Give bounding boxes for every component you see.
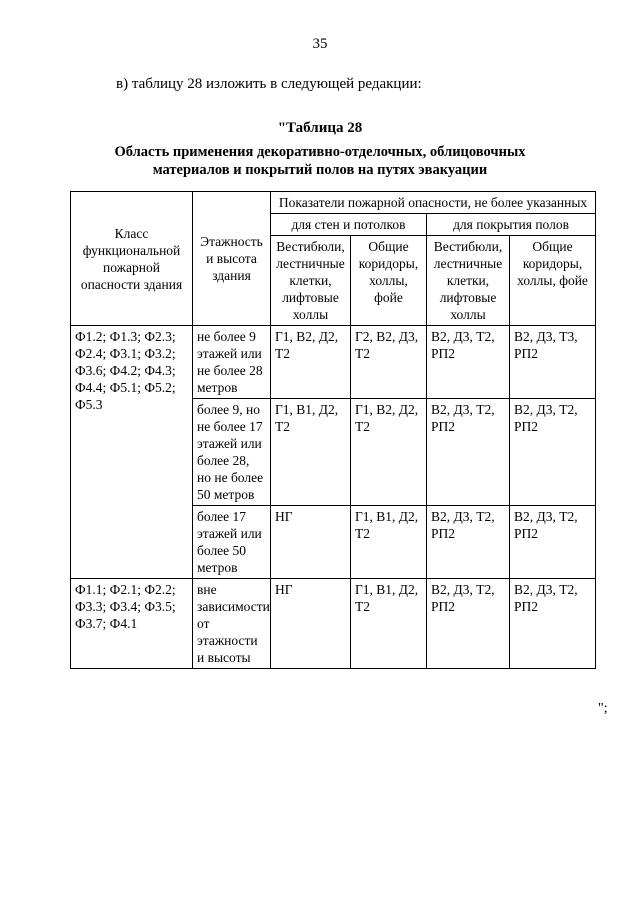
height-cell: вне зависимости от этажности и высоты [193,579,271,669]
value-cell: В2, Д3, Т2, РП2 [427,579,510,669]
header-corridors: Общие коридоры, холлы, фойе [351,236,427,326]
header-class: Класс функциональной пожарной опасности здания [71,192,193,326]
header-walls: для стен и потолков [271,214,427,236]
value-cell: Г1, В1, Д2, Т2 [351,579,427,669]
table-row [71,326,596,399]
height-cell: более 17 этажей или более 50 метров [193,506,271,579]
value-cell: В2, Д3, Т2, РП2 [427,326,510,399]
class-cell: Ф1.2; Ф1.3; Ф2.3; Ф2.4; Ф3.1; Ф3.2; Ф3.6; Ф4.2; Ф4.3; Ф4.4; Ф5.1; Ф5.2; Ф5.3 [71,326,193,579]
page-number: 35 [312,36,328,52]
value-cell: В2, Д3, Т2, РП2 [510,506,596,579]
height-cell: более 9, но не более 17 этажей или более 28, но не более 50 метров [193,399,271,506]
caption-line-1: Область применения декоративно-отделочных, облицовочных [114,144,526,160]
value-cell: НГ [271,506,351,579]
class-cell: Ф1.1; Ф2.1; Ф2.2; Ф3.3; Ф3.4; Ф3.5; Ф3.7; Ф4.1 [71,579,193,669]
closing-quote-mark: "; [598,701,608,716]
header-floors: для покрытия полов [427,214,596,236]
value-cell: В2, Д3, Т2, РП2 [427,399,510,506]
header-vestibules: Вестибюли, лестничные клетки, лифтовые холлы [271,236,351,326]
intro-text: в) таблицу 28 изложить в следующей редакции: [116,76,422,92]
header-vestibules-floors: Вестибюли, лестничные клетки, лифтовые холлы [427,236,510,326]
fire-safety-table [70,191,596,669]
value-cell: Г1, В2, Д2, Т2 [351,399,427,506]
header-row-1 [71,192,596,214]
table-caption [80,143,560,179]
header-corridors-floors: Общие коридоры, холлы, фойе [510,236,596,326]
value-cell: В2, Д3, Т2, РП2 [510,399,596,506]
header-indicators: Показатели пожарной опасности, не более указанных [271,192,596,214]
height-cell: не более 9 этажей или не более 28 метров [193,326,271,399]
value-cell: Г1, В1, Д2, Т2 [271,399,351,506]
header-height: Этажность и высота здания [193,192,271,326]
value-cell: Г1, В1, Д2, Т2 [351,506,427,579]
value-cell: В2, Д3, Т3, РП2 [510,326,596,399]
caption-line-2: материалов и покрытий полов на путях эвакуации [152,162,488,178]
value-cell: В2, Д3, Т2, РП2 [427,506,510,579]
table-row [71,579,596,669]
value-cell: НГ [271,579,351,669]
value-cell: Г1, В2, Д2, Т2 [271,326,351,399]
value-cell: Г2, В2, Д3, Т2 [351,326,427,399]
value-cell: В2, Д3, Т2, РП2 [510,579,596,669]
table-title: "Таблица 28 [277,120,363,136]
